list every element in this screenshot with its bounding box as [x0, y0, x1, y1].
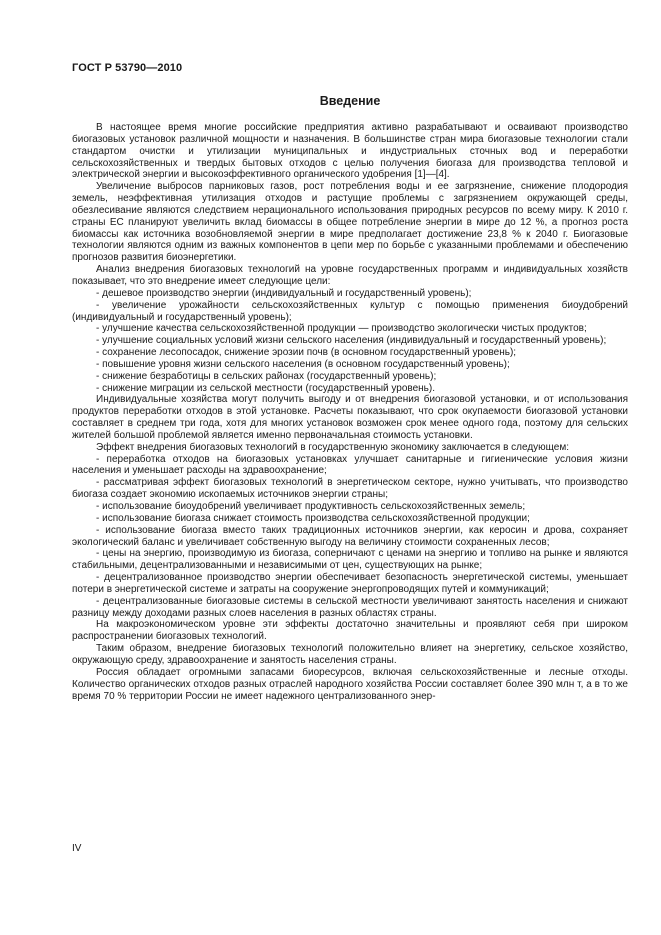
page-number: IV	[72, 843, 82, 854]
list-item: - рассматривая эффект биогазовых технологий в энергетическом секторе, нужно учитывать, что производство биогаза создает экономию ископаемых источников энергии страны;	[72, 477, 628, 501]
paragraph: Россия обладает огромными запасами биоресурсов, включая сельскохозяйственные и лесные отходы. Количество органических отходов разных отраслей народного хозяйства России составляет более 390 млн т, а в то же время 70 % территории России не имеет надежного централизованного энер-	[72, 666, 628, 702]
paragraph: Анализ внедрения биогазовых технологий на уровне государственных программ и индивидуальных хозяйств показывает, что это внедрение имеет следующие цели:	[72, 264, 628, 287]
list-item: - увеличение урожайности сельскохозяйственных культур с помощью применения биоудобрений (индивидуальный и государственный уровень);	[72, 299, 628, 323]
list-item: - децентрализованные биогазовые системы в сельской местности увеличивают занятость населения и снижают разницу между доходами разных слоев населения в разных областях страны.	[72, 595, 628, 619]
paragraph: Таким образом, внедрение биогазовых технологий положительно влияет на энергетику, сельское хозяйство, окружающую среду, здравоохранение и занятость населения страны.	[72, 643, 628, 666]
paragraph: Эффект внедрения биогазовых технологий в государственную экономику заключается в следующем:	[96, 441, 570, 453]
list-item: - цены на энергию, производимую из биогаза, соперничают с ценами на энергию и топливо на рынке и являются стабильными, децентрализованными и независимыми от цен, существующих на рынке;	[72, 548, 628, 572]
document-code: ГОСТ Р 53790—2010	[72, 62, 183, 74]
list-item: - сохранение лесопосадок, снижение эрозии почв (в основном государственный уровень);	[96, 347, 517, 359]
paragraph: В настоящее время многие российские предприятия активно разрабатывают и осваивают производство биогазовых установок различной мощности и назначения. В большинстве стран мира биогазовые технологии стали стандартом очистки и утилизации муниципальных и индустриальных сточных вод и переработки сельскохозяйственных и твердых бытовых отходов с целью получения биогаза для производства тепловой и электрической энергии и высокоэффективного органического удобрения [1]—[4].	[72, 122, 628, 181]
list-item: - улучшение качества сельскохозяйственной продукции — производство экологически чистых продуктов;	[96, 323, 587, 335]
list-item: - использование биогаза снижает стоимость производства сельскохозяйственной продукции;	[96, 512, 530, 524]
list-item: - использование биоудобрений увеличивает продуктивность сельскохозяйственных земель;	[96, 501, 526, 512]
document-body	[72, 122, 628, 702]
list-item: - снижение безработицы в сельских районах (государственный уровень);	[96, 370, 437, 382]
paragraph: Увеличение выбросов парниковых газов, рост потребления воды и ее загрязнение, снижение плодородия земель, неэффективная утилизация отходов и растущие проблемы с загрязнением окружающей среды, обезлесивание являются следствием нерационального использования природных ресурсов по всему миру. К 2010 г. страны ЕС планируют увеличить вклад биомассы в общее потребление энергии в мире до 12 %, а прогноз роста биомассы как источника возобновляемой энергии в мире предполагает достижение 23,8 % к 2040 г. Биогазовые технологии являются одним из важных компонентов в цепи мер по борьбе с указанными проблемами и обеспечению прогнозов развития биоэнергетики.	[72, 181, 628, 264]
list-item: - переработка отходов на биогазовых установках улучшает санитарные и гигиенические условия жизни населения и уменьшает расходы на здравоохранение;	[72, 453, 628, 477]
list-item: - снижение миграции из сельской местности (государственный уровень).	[96, 382, 436, 394]
list-item: - улучшение социальных условий жизни сельского населения (индивидуальный и государственный уровень);	[96, 335, 607, 347]
paragraph: На макроэкономическом уровне эти эффекты достаточно значительны и проявляют себя при широком распространении биогазовых технологий.	[72, 619, 628, 643]
list-item: - дешевое производство энергии (индивидуальный и государственный уровень);	[96, 287, 472, 299]
list-item: - использование биогаза вместо таких традиционных источников энергии, как керосин и дрова, сохраняет экологический баланс и увеличивает собственную выгоду на величину стоимости сохраненных лесов;	[72, 524, 628, 548]
list-item: - повышение уровня жизни сельского населения (в основном государственный уровень);	[96, 358, 510, 370]
paragraph: Индивидуальные хозяйства могут получить выгоду и от внедрения биогазовой установки, и от использования продуктов переработки отходов в этой установке. Расчеты показывают, что срок окупаемости биогазовой установки составляет в среднем три года, хотя для многих установок возможен срок менее одного года, поэтому для сельских жителей большой проблемой является именно первоначальная стоимость установки.	[72, 394, 628, 441]
section-title: Введение	[319, 94, 381, 108]
list-item: - децентрализованное производство энергии обеспечивает безопасность энергетической системы, уменьшает потери в энергетической системе и затраты на сооружение энергопроводящих путей и коммуникаций;	[72, 572, 628, 595]
